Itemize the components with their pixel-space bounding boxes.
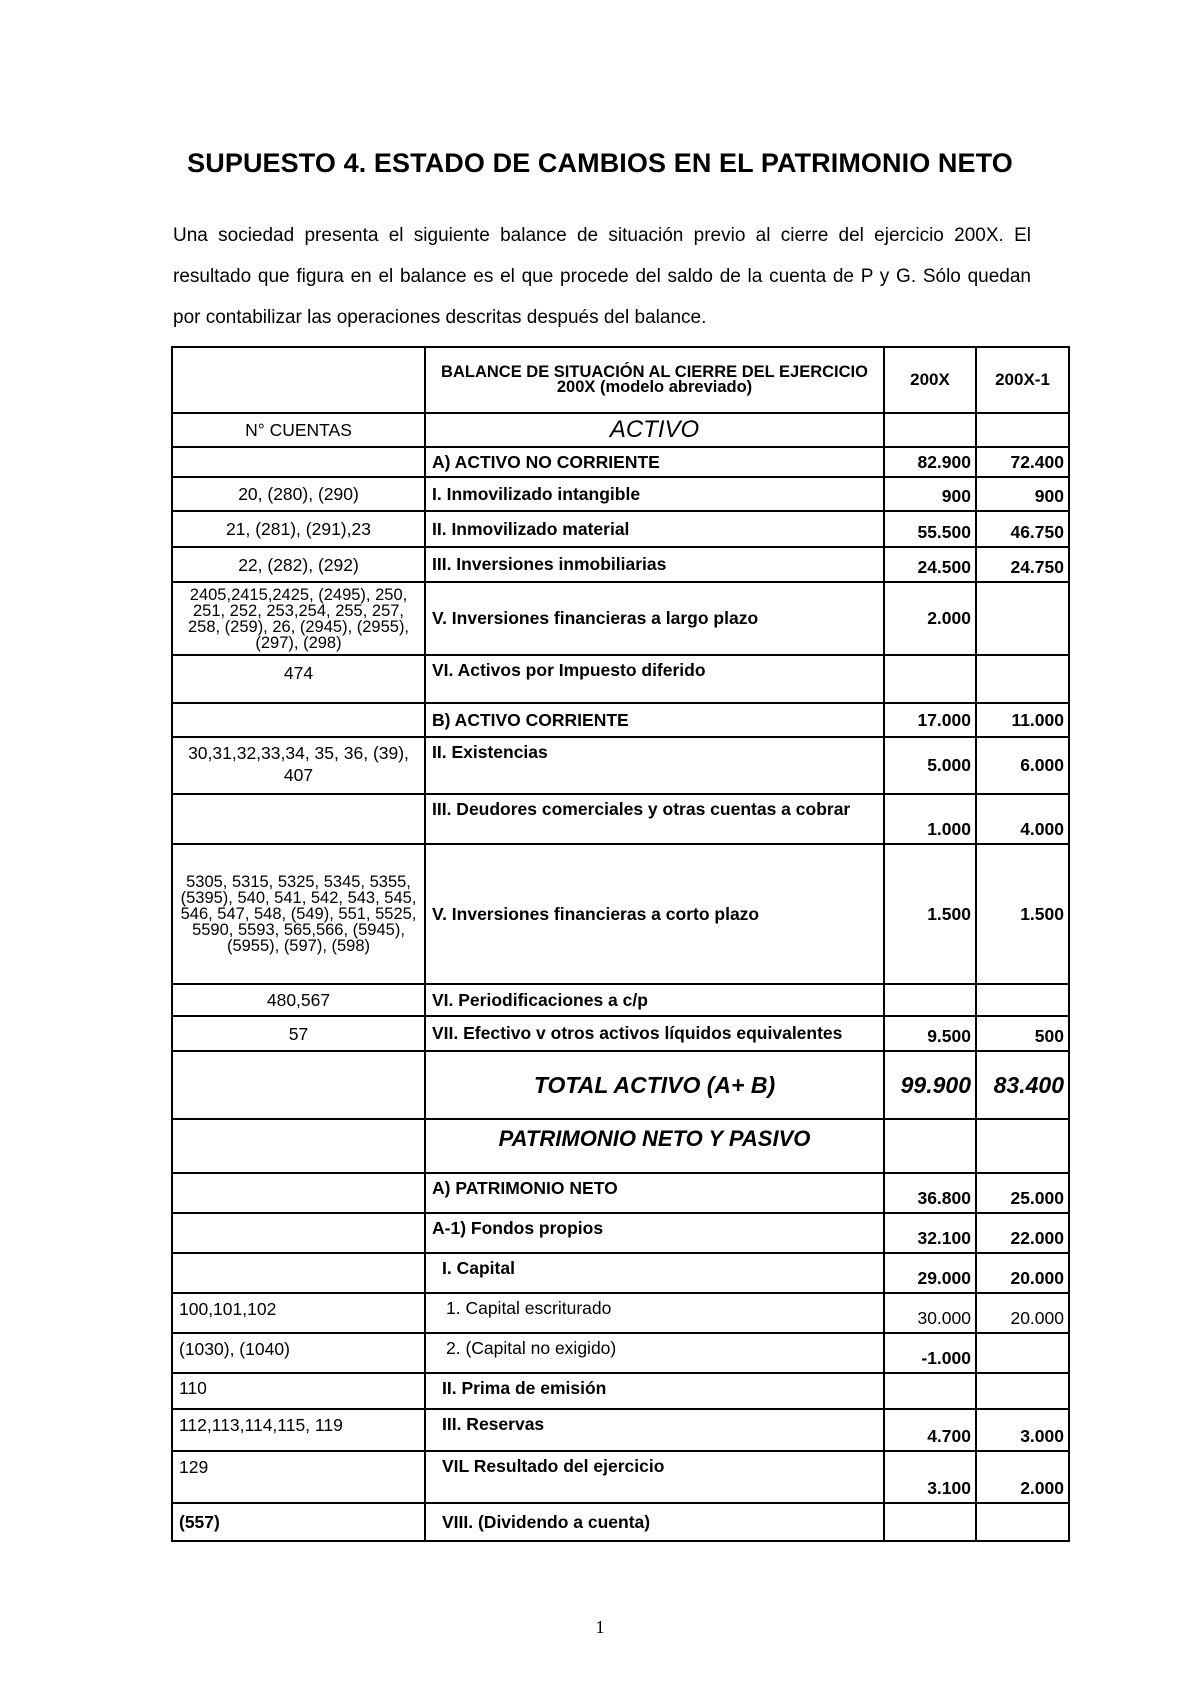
account-codes <box>172 1213 425 1253</box>
header-empty-cell <box>172 347 425 413</box>
value-200x-1: 46.750 <box>976 511 1069 547</box>
table-row <box>172 1293 1069 1333</box>
account-codes: 100,101,102 <box>172 1293 425 1333</box>
table-row <box>172 844 1069 984</box>
activo-heading: ACTIVO <box>425 413 884 447</box>
account-codes: 112,113,114,115, 119 <box>172 1409 425 1451</box>
value-200x-1: 20.000 <box>976 1253 1069 1293</box>
table-row <box>172 511 1069 547</box>
value-200x: 29.000 <box>884 1253 976 1293</box>
value-200x: 32.100 <box>884 1213 976 1253</box>
value-200x-1: 6.000 <box>976 737 1069 794</box>
line-item: V. Inversiones financieras a largo plazo <box>425 582 884 655</box>
line-item: A-1) Fondos propios <box>425 1213 884 1253</box>
account-codes: 474 <box>172 655 425 703</box>
table-row <box>172 1016 1069 1051</box>
value-200x: 17.000 <box>884 703 976 737</box>
value-200x <box>884 655 976 703</box>
value-200x: 9.500 <box>884 1016 976 1051</box>
account-codes <box>172 1253 425 1293</box>
empty-cell <box>172 1119 425 1173</box>
account-codes: 110 <box>172 1373 425 1409</box>
value-200x: 4.700 <box>884 1409 976 1451</box>
value-200x: 24.500 <box>884 547 976 582</box>
account-codes: 129 <box>172 1451 425 1503</box>
account-codes: 5305, 5315, 5325, 5345, 5355, (5395), 540, 541, 542, 543, 545, 546, 547, 548, (549), 551, 5525, 5590, 5593, 565,566, (5945), (5955), (597), (598) <box>172 844 425 984</box>
accounts-column-label: N° CUENTAS <box>172 413 425 447</box>
line-item: VIII. (Dividendo a cuenta) <box>425 1503 884 1541</box>
empty-cell <box>976 1119 1069 1173</box>
line-item: B) ACTIVO CORRIENTE <box>425 703 884 737</box>
account-codes: 480,567 <box>172 984 425 1016</box>
account-codes: (1030), (1040) <box>172 1333 425 1373</box>
total-activo-200x: 99.900 <box>884 1051 976 1119</box>
line-item: II. Prima de emisión <box>425 1373 884 1409</box>
account-codes <box>172 447 425 477</box>
line-item: III. Deudores comerciales y otras cuentas a cobrar <box>425 794 884 844</box>
table-row <box>172 655 1069 703</box>
table-row <box>172 582 1069 655</box>
line-item: VII. Efectivo v otros activos líquidos equivalentes <box>425 1016 884 1051</box>
line-item: II. Existencias <box>425 737 884 794</box>
table-row <box>172 447 1069 477</box>
account-codes <box>172 703 425 737</box>
table-row <box>172 1373 1069 1409</box>
total-activo-label: TOTAL ACTIVO (A+ B) <box>425 1051 884 1119</box>
line-item: II. Inmovilizado material <box>425 511 884 547</box>
account-codes <box>172 794 425 844</box>
value-200x: 1.000 <box>884 794 976 844</box>
account-codes: 30,31,32,33,34, 35, 36, (39), 407 <box>172 737 425 794</box>
account-codes: 22, (282), (292) <box>172 547 425 582</box>
value-200x-1: 22.000 <box>976 1213 1069 1253</box>
balance-header-title: BALANCE DE SITUACIÓN AL CIERRE DEL EJERCICIO 200X (modelo abreviado) <box>425 347 884 413</box>
line-item: V. Inversiones financieras a corto plazo <box>425 844 884 984</box>
value-200x: 1.500 <box>884 844 976 984</box>
value-200x-1: 900 <box>976 477 1069 511</box>
value-200x: 2.000 <box>884 582 976 655</box>
total-activo-200x-1: 83.400 <box>976 1051 1069 1119</box>
value-200x-1 <box>976 1333 1069 1373</box>
table-row <box>172 1253 1069 1293</box>
line-item: 1. Capital escriturado <box>425 1293 884 1333</box>
table-row <box>172 547 1069 582</box>
line-item: III. Inversiones inmobiliarias <box>425 547 884 582</box>
empty-cell <box>884 1119 976 1173</box>
value-200x-1: 1.500 <box>976 844 1069 984</box>
account-codes: (557) <box>172 1503 425 1541</box>
value-200x: 55.500 <box>884 511 976 547</box>
table-row <box>172 1333 1069 1373</box>
balance-table <box>171 346 1070 1542</box>
value-200x-1 <box>976 1503 1069 1541</box>
patrimonio-neto-pasivo-heading: PATRIMONIO NETO Y PASIVO <box>425 1119 884 1173</box>
value-200x-1: 4.000 <box>976 794 1069 844</box>
pn-heading-row <box>172 1119 1069 1173</box>
value-200x-1 <box>976 582 1069 655</box>
line-item: VIL Resultado del ejercicio <box>425 1451 884 1503</box>
activo-heading-row <box>172 413 1069 447</box>
account-codes: 20, (280), (290) <box>172 477 425 511</box>
account-codes: 21, (281), (291),23 <box>172 511 425 547</box>
total-activo-row <box>172 1051 1069 1119</box>
value-200x: -1.000 <box>884 1333 976 1373</box>
table-row <box>172 477 1069 511</box>
table-row <box>172 1451 1069 1503</box>
value-200x-1: 24.750 <box>976 547 1069 582</box>
line-item: III. Reservas <box>425 1409 884 1451</box>
value-200x <box>884 1373 976 1409</box>
line-item: 2. (Capital no exigido) <box>425 1333 884 1373</box>
value-200x: 900 <box>884 477 976 511</box>
value-200x: 5.000 <box>884 737 976 794</box>
table-row <box>172 703 1069 737</box>
value-200x-1: 20.000 <box>976 1293 1069 1333</box>
value-200x-1 <box>976 655 1069 703</box>
table-row <box>172 1173 1069 1213</box>
year-column-header: 200X <box>884 347 976 413</box>
value-200x: 3.100 <box>884 1451 976 1503</box>
empty-cell <box>884 413 976 447</box>
value-200x-1: 11.000 <box>976 703 1069 737</box>
empty-cell <box>172 1051 425 1119</box>
table-row <box>172 737 1069 794</box>
value-200x-1 <box>976 1373 1069 1409</box>
value-200x-1: 3.000 <box>976 1409 1069 1451</box>
line-item: VI. Periodificaciones a c/p <box>425 984 884 1016</box>
account-codes: 2405,2415,2425, (2495), 250, 251, 252, 253,254, 255, 257, 258, (259), 26, (2945), (2955), (297), (298) <box>172 582 425 655</box>
page-number: 1 <box>595 1617 605 1637</box>
table-row <box>172 1213 1069 1253</box>
value-200x <box>884 984 976 1016</box>
account-codes: 57 <box>172 1016 425 1051</box>
empty-cell <box>976 413 1069 447</box>
line-item: I. Capital <box>425 1253 884 1293</box>
prior-year-column-header: 200X-1 <box>976 347 1069 413</box>
value-200x-1: 72.400 <box>976 447 1069 477</box>
value-200x <box>884 1503 976 1541</box>
line-item: A) PATRIMONIO NETO <box>425 1173 884 1213</box>
value-200x: 82.900 <box>884 447 976 477</box>
value-200x: 30.000 <box>884 1293 976 1333</box>
page-title: SUPUESTO 4. ESTADO DE CAMBIOS EN EL PATRIMONIO NETO <box>187 148 1013 178</box>
value-200x: 36.800 <box>884 1173 976 1213</box>
intro-paragraph: Una sociedad presenta el siguiente balance de situación previo al cierre del ejercicio 200X. El resultado que figura en el balance es el que procede del saldo de la cuenta de P y G. Sólo quedan por contabilizar las operaciones descritas después del balance. <box>173 225 1031 328</box>
value-200x-1: 25.000 <box>976 1173 1069 1213</box>
line-item: VI. Activos por Impuesto diferido <box>425 655 884 703</box>
table-row <box>172 1409 1069 1451</box>
table-row <box>172 984 1069 1016</box>
account-codes <box>172 1173 425 1213</box>
value-200x-1: 2.000 <box>976 1451 1069 1503</box>
value-200x-1: 500 <box>976 1016 1069 1051</box>
value-200x-1 <box>976 984 1069 1016</box>
table-row <box>172 794 1069 844</box>
table-row <box>172 1503 1069 1541</box>
line-item: I. Inmovilizado intangible <box>425 477 884 511</box>
table-header-row <box>172 347 1069 413</box>
line-item: A) ACTIVO NO CORRIENTE <box>425 447 884 477</box>
